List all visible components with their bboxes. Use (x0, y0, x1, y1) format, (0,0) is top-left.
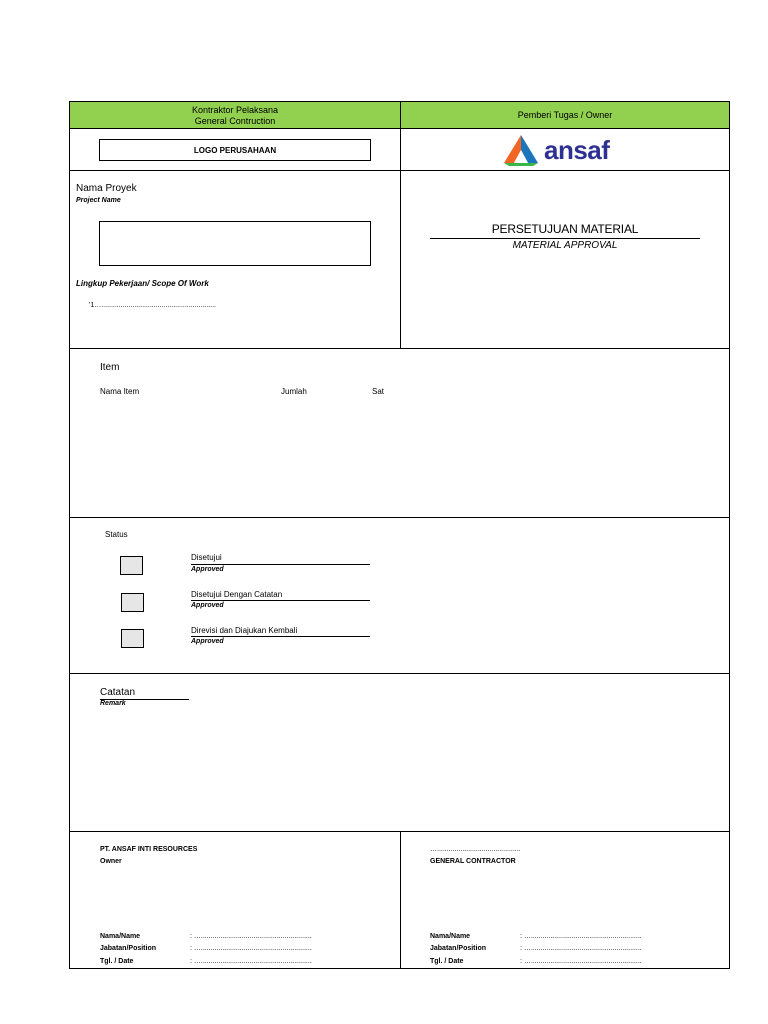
owner-header (401, 102, 729, 129)
owner-position-value[interactable]: : …......................................................... (190, 945, 312, 952)
status-checkbox-approved[interactable] (120, 556, 143, 575)
status-underline (191, 600, 370, 601)
title-underline (430, 238, 700, 239)
company-logo-placeholder (99, 139, 371, 161)
status-option-sub: Approved (191, 566, 224, 573)
status-option-sub: Approved (191, 638, 224, 645)
contractor-header-line2: General Contruction (194, 115, 276, 126)
project-name-label-en: Project Name (76, 197, 121, 204)
divider (69, 673, 730, 674)
owner-logo-text: ansaf (544, 134, 610, 165)
item-heading: Item (100, 362, 120, 373)
status-checkbox-approved-with-notes[interactable] (121, 593, 144, 612)
contractor-name-label: Nama/Name (430, 933, 471, 940)
contractor-position-value[interactable]: : …......................................................... (520, 945, 642, 952)
owner-header-label: Pemberi Tugas / Owner (517, 110, 613, 120)
company-logo-label: LOGO PERUSAHAAN (193, 145, 277, 155)
form-title: PERSETUJUAN MATERIAL (491, 222, 639, 236)
status-option-sub: Approved (191, 602, 224, 609)
contractor-header (70, 102, 400, 129)
column-divider (400, 101, 401, 349)
project-name-field[interactable] (99, 221, 371, 266)
contractor-name-value[interactable]: : …......................................................... (520, 933, 642, 940)
remark-sub: Remark (100, 700, 126, 707)
contractor-date-label: Tgl. / Date (430, 958, 464, 965)
ansaf-triangle-icon (502, 133, 540, 167)
contractor-position-label: Jabatan/Position (430, 945, 487, 952)
contractor-date-value[interactable]: : …......................................................... (520, 958, 642, 965)
owner-logo (502, 132, 612, 168)
column-divider (400, 831, 401, 969)
status-option-label: Disetujui (191, 553, 222, 562)
owner-name-value[interactable]: : …......................................................... (190, 933, 312, 940)
contractor-company: …........................................... (430, 846, 521, 853)
status-heading: Status (105, 530, 128, 539)
form-subtitle: MATERIAL APPROVAL (512, 240, 618, 251)
owner-date-value[interactable]: : …......................................................... (190, 958, 312, 965)
status-option-label: Disetujui Dengan Catatan (191, 590, 283, 599)
scope-line: '1…........................................................... (89, 302, 216, 309)
owner-company: PT. ANSAF INTI RESOURCES (100, 846, 198, 853)
item-col-qty: Jumlah (281, 387, 307, 396)
item-col-name: Nama Item (100, 387, 140, 396)
divider (69, 517, 730, 518)
owner-role: Owner (100, 858, 122, 865)
item-col-unit: Sat (372, 387, 385, 396)
remark-label: Catatan (100, 687, 136, 698)
status-underline (191, 564, 370, 565)
owner-position-label: Jabatan/Position (100, 945, 157, 952)
status-option-label: Direvisi dan Diajukan Kembali (191, 626, 298, 635)
contractor-role: GENERAL CONTRACTOR (430, 858, 516, 865)
scope-label: Lingkup Pekerjaan/ Scope Of Work (76, 279, 209, 288)
contractor-header-line1: Kontraktor Pelaksana (191, 104, 279, 115)
status-checkbox-revise[interactable] (121, 629, 144, 648)
owner-name-label: Nama/Name (100, 933, 141, 940)
status-underline (191, 636, 370, 637)
owner-date-label: Tgl. / Date (100, 958, 134, 965)
project-name-label: Nama Proyek (76, 183, 137, 194)
